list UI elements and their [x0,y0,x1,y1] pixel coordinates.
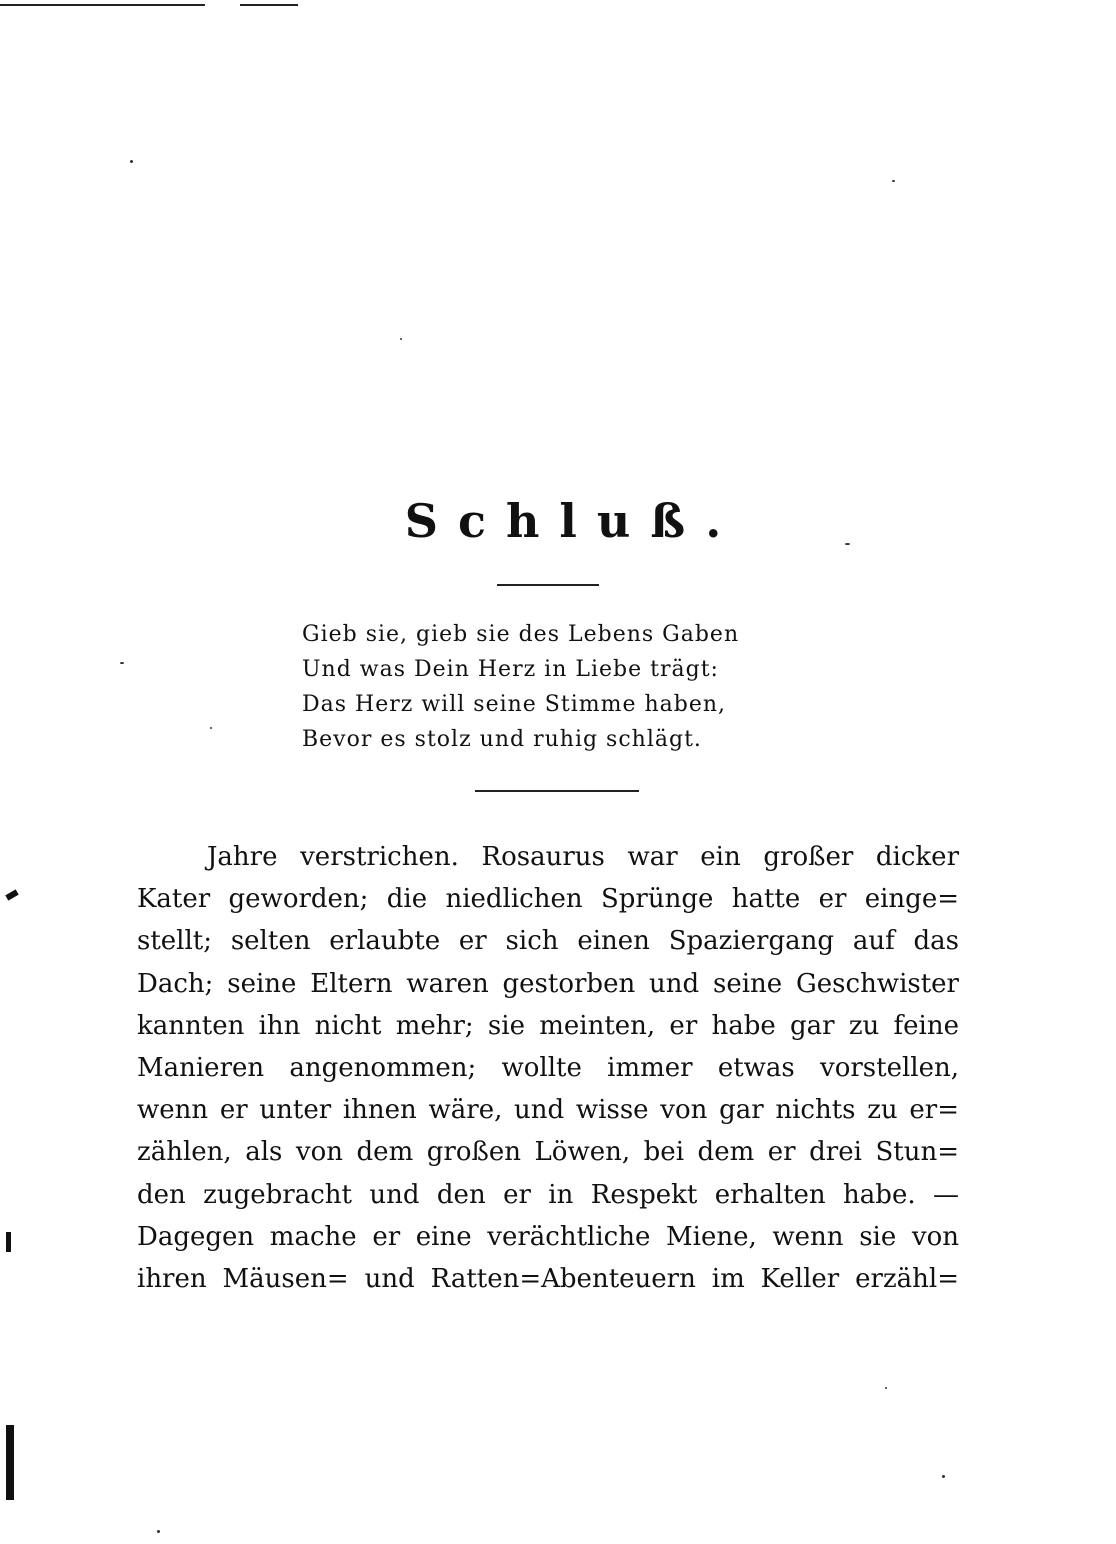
text-line: stellt; selten erlaubte er sich einen Spaziergang auf das [137,926,959,957]
scan-speck [400,338,402,340]
scan-speck [210,727,212,729]
poem-line: Das Herz will seine Stimme haben, [302,692,727,717]
body-paragraph [137,836,959,1300]
text-line: Dach; seine Eltern waren gestorben und seine Geschwister [137,968,959,999]
scan-speck [885,1387,887,1389]
poem-line: Und was Dein Herz in Liebe trägt: [302,657,719,682]
text-line: kannten ihn nicht mehr; sie meinten, er habe gar zu feine [137,1010,959,1041]
scan-edge-mark [240,4,298,6]
scan-speck [942,1475,945,1478]
scan-edge-mark [0,4,205,6]
scan-speck [130,160,133,163]
text-line: wenn er unter ihnen wäre, und wisse von gar nichts zu er= [137,1095,959,1126]
scan-speck [845,543,850,545]
scan-edge-mark [6,1232,11,1252]
poem-divider [475,790,639,792]
scan-speck [157,1530,160,1533]
scan-edge-mark [5,889,18,900]
text-line: Dagegen mache er eine verächtliche Miene, wenn sie von [137,1221,959,1252]
text-line: den zugebracht und den er in Respekt erhalten habe. — [137,1179,959,1210]
text-line: zählen, als von dem großen Löwen, bei dem er drei Stun= [137,1137,959,1168]
title-divider [497,584,599,586]
scan-speck [120,662,124,664]
epigraph-poem [302,617,862,757]
scan-speck [892,180,895,182]
poem-line: Bevor es stolz und ruhig schlägt. [302,727,702,752]
text-line: ihren Mäusen= und Ratten=Abenteuern im Keller erzähl= [137,1264,959,1295]
text-line: Kater geworden; die niedlichen Sprünge hatte er einge= [137,884,959,915]
poem-line: Gieb sie, gieb sie des Lebens Gaben [302,622,740,647]
text-line: Jahre verstrichen. Rosaurus war ein großer dicker [207,842,959,872]
scan-edge-mark [6,1425,14,1500]
text-line: Manieren angenommen; wollte immer etwas vorstellen, [137,1053,959,1084]
chapter-title: Schluß. [404,494,742,548]
